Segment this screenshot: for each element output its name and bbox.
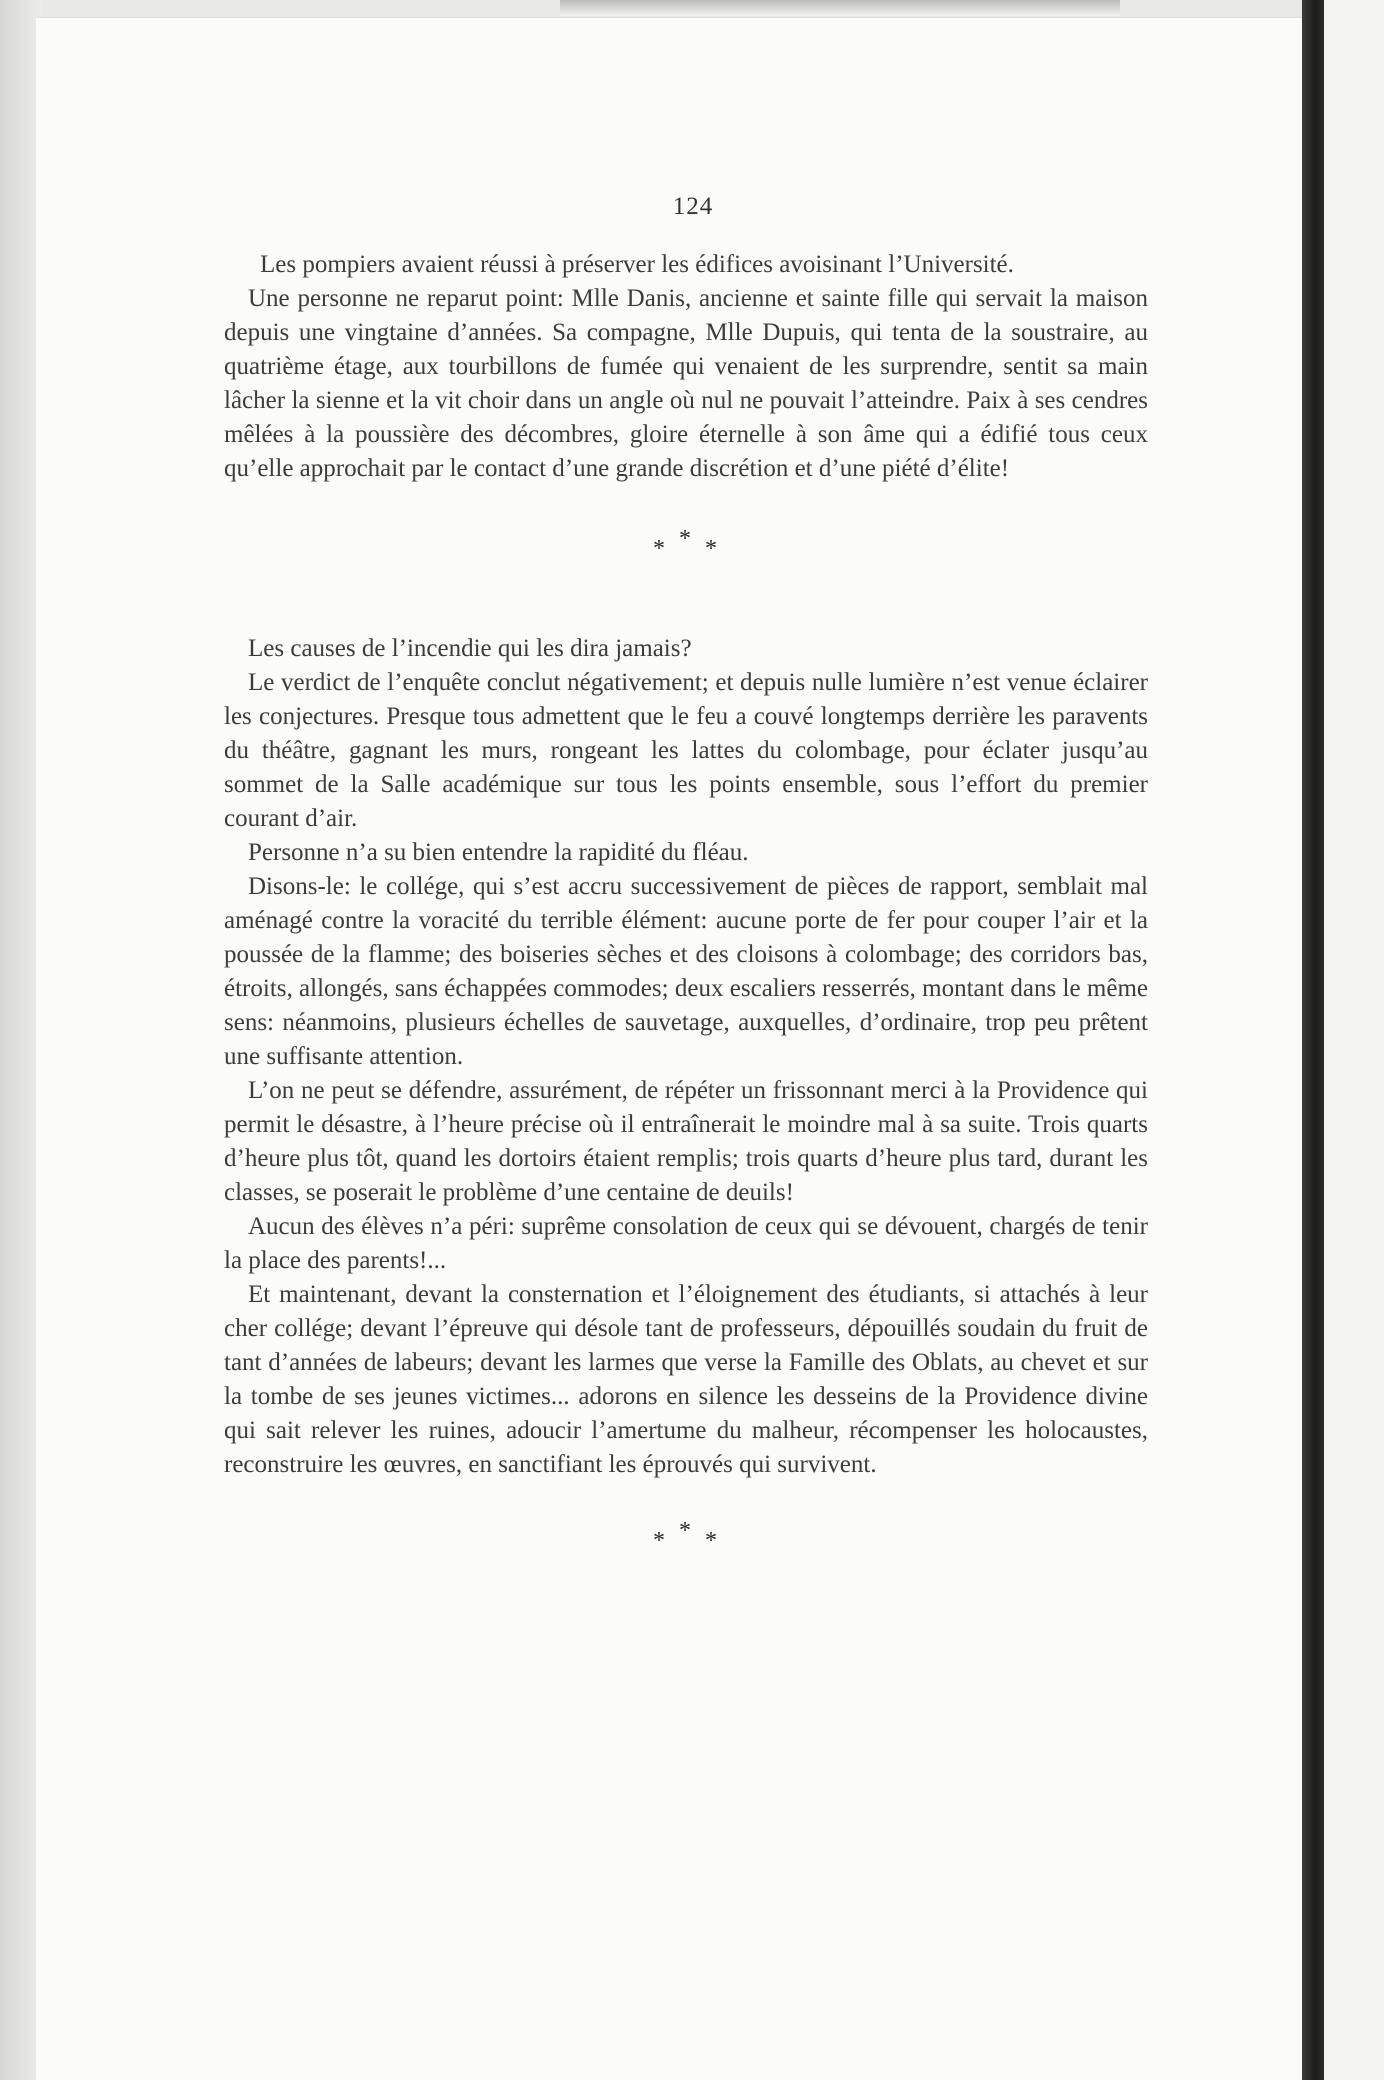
paragraph: Les causes de l’incendie qui les dira jamais? [248,635,692,662]
paragraph: Une personne ne reparut point: Mlle Danis, ancienne et sainte fille qui servait la maison depuis une vingtaine d’années. Sa compagne, Mlle Dupuis, qui tenta de la soustraire, au quatrième étage, aux tourbillons de fumée qui venaient de les surprendre, sentit sa main lâcher la sienne et la vit choir dans un angle où nul ne pouvait l’atteindre. Paix à ses cendres mêlées à la poussière des décombres, gloire éternelle à son âme qui a édifié tous ceux qu’elle approchait par le contact d’une grande discrétion et d’une piété d’élite! [224,285,1148,482]
paragraph: Le verdict de l’enquête conclut négativement; et depuis nulle lumière n’est venue éclairer les conjectures. Presque tous admettent que le feu a couvé longtemps derrière les paravents du théâtre, gagnant les murs, rongeant les lattes du colombage, pour éclater jusqu’au sommet de la Salle académique sur tous les points ensemble, sous l’effort du premier courant d’air. [224,669,1148,832]
asterism-star: * [653,536,679,562]
paragraph: Et maintenant, devant la consternation et l’éloignement des étudiants, si attachés à leur cher collége; devant l’épreuve qui désole tant de professeurs, dépouillés soudain du fruit de tant d’années de labeurs; devant les larmes que verse la Famille des Oblats, au chevet et sur la tombe de ses jeunes victimes... adorons en silence les desseins de la Providence divine qui sait relever les ruines, adoucir l’amertume du malheur, récompenser les holocaustes, reconstruire les œuvres, en sanctifiant les éprouvés qui survivent. [224,1281,1148,1478]
asterism-star: * [705,1528,731,1554]
section-break-asterism [236,1518,1148,1558]
paragraph: Aucun des élèves n’a péri: suprême consolation de ceux qui se dévouent, chargés de tenir la place des parents!... [224,1213,1148,1274]
asterism-star: * [705,536,731,562]
scan-right-margin [1324,0,1384,2080]
paragraph: Disons-le: le collége, qui s’est accru successivement de pièces de rapport, semblait mal aménagé contre la voracité du terrible élément: aucune porte de fer pour couper l’air et la poussée de la flamme; des boiseries sèches et des cloisons à colombage; des corridors bas, étroits, allongés, sans échappées commodes; deux escaliers resserrés, montant dans le même sens: néanmoins, plusieurs échelles de sauvetage, auxquelles, d’ordinaire, trop peu prêtent une suffisante attention. [224,873,1148,1070]
section-break-asterism [236,526,1148,566]
asterism-star: * [653,1528,679,1554]
book-binding-edge [1302,0,1324,2080]
scan-top-shadow [560,0,1120,16]
paragraph: Personne n’a su bien entendre la rapidité du fléau. [248,839,749,866]
paragraph: L’on ne peut se défendre, assurément, de répéter un frissonnant merci à la Providence qui permit le désastre, à l’heure précise où il entraînerait le moindre mal à sa suite. Trois quarts d’heure plus tôt, quand les dortoirs étaient remplis; trois quarts d’heure plus tard, durant les classes, se poserait le problème d’une centaine de deuils! [224,1077,1148,1206]
page-number: 124 [672,193,714,220]
paragraph: Les pompiers avaient réussi à préserver les édifices avoisinant l’Université. [260,251,1014,278]
asterism-star: * [679,526,705,552]
asterism-star: * [679,1518,705,1544]
page-text [224,190,1148,1558]
